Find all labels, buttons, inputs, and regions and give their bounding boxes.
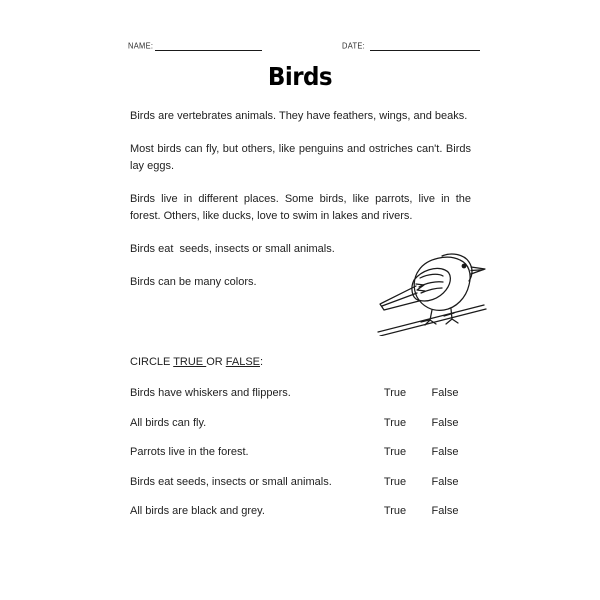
quiz-option-true[interactable]: True [383,387,407,399]
quiz-option-false[interactable]: False [431,446,459,458]
date-write-line[interactable] [370,50,480,51]
quiz-instruction-pre: CIRCLE [130,356,174,368]
quiz-option-false[interactable]: False [431,475,459,488]
quiz-option-true[interactable]: True [383,416,407,429]
passage-paragraph: Birds can be many colors. [130,276,257,288]
quiz-option-false[interactable]: False [431,505,459,517]
quiz-question-text: All birds are black and grey. [130,505,265,517]
quiz-option-true[interactable]: True [383,505,407,517]
quiz-row [130,445,470,475]
quiz-row [130,386,470,416]
bird-on-branch-icon [372,248,492,336]
quiz-instruction-mid: OR [206,356,226,368]
name-label: NAME: [128,40,154,51]
quiz-option-true[interactable]: True [383,475,407,488]
passage-paragraph: Birds eat seeds, insects or small animals. [130,243,335,255]
quiz-option-false[interactable]: False [431,416,459,429]
header-fields [128,36,480,52]
quiz-question-text: All birds can fly. [130,416,207,429]
quiz-instruction [130,355,263,370]
quiz-question-text: Birds eat seeds, insects or small animals. [130,475,332,488]
passage-paragraph: Birds are vertebrates animals. They have feathers, wings, and beaks. [130,110,468,122]
quiz-instruction-false: FALSE [225,356,261,368]
quiz-row [130,475,470,505]
date-label: DATE: [342,40,366,51]
passage-paragraph: Most birds can fly, but others, like penguins and ostriches can't. Birds lay eggs. [130,143,475,172]
quiz-question-text: Parrots live in the forest. [130,446,249,458]
bird-illustration [372,248,492,336]
page-title: Birds [267,62,333,91]
quiz-instruction-true: TRUE [173,356,207,368]
quiz-instruction-colon: : [260,356,264,368]
quiz-question-list [130,386,470,534]
quiz-option-false[interactable]: False [431,387,459,399]
quiz-option-true[interactable]: True [383,446,407,458]
name-field[interactable] [128,36,262,52]
quiz-question-text: Birds have whiskers and flippers. [130,387,291,399]
name-write-line[interactable] [155,50,262,51]
quiz-row [130,504,470,534]
date-field[interactable] [342,36,480,52]
quiz-row [130,416,470,446]
passage-paragraph: Birds live in different places. Some birds, like parrots, live in the forest. Others, like ducks, love to swim in lakes and rivers. [130,193,475,222]
